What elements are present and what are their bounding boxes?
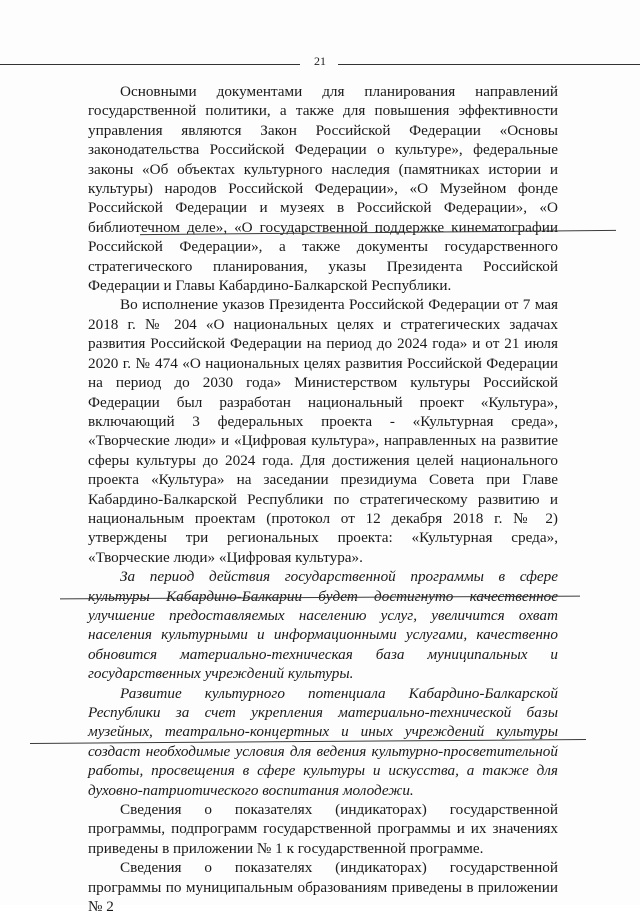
paragraph-cultural-potential: Развитие культурного потенциала Кабардино-Балкарской Республики за счет укрепления материально-технической базы музейных, театрально-концертных и иных учреждений культуры создаст необходимые условия для ведения культурно-просветительной работы, просвещения в сфере культуры и искусства, а также для духовно-патриотического воспитания молодежи. [88, 684, 558, 799]
paragraph-planning-documents: Основными документами для планирования направлений государственной политики, а также для повышения эффективности управления являются Закон Российской Федерации «Основы законодательства Российской Федерации о культуре», федеральные законы «Об объектах культурного наследия (памятниках истории и культуры) народов Российской Федерации», «О Музейном фонде Российской Федерации и музеях в Российской Федерации», «О библиотечном деле», «О государственной поддержке кинематографии Российской Федерации», а также документы государственного стратегического планирования, указы Президента Российской Федерации и Главы Кабардино-Балкарской Республики. [88, 83, 558, 295]
header-rule-right [338, 64, 640, 65]
document-body [88, 82, 558, 916]
header-rule-left [0, 64, 300, 65]
paragraph-national-project: Во исполнение указов Президента Российской Федерации от 7 мая 2018 г. № 204 «О национальных целях и стратегических задачах развития Российской Федерации на период до 2024 года» и от 21 июля 2020 г. № 474 «О национальных целях развития Российской Федерации на период до 2030 года» Министерством культуры Российской Федерации был разработан национальный проект «Культура», включающий 3 федеральных проекта - «Культурная среда», «Творческие люди» и «Цифровая культура», направленных на развитие сферы культуры до 2024 года. Для достижения целей национального проекта «Культура» на заседании президиума Совета при Главе Кабардино-Балкарской Республики по стратегическому развитию и национальным проектам (протокол от 12 декабря 2018 г. № 2) утверждены три региональных проекта: «Культурная среда», «Творческие люди» «Цифровая культура». [88, 296, 558, 566]
paragraph-indicators-appendix-2: Сведения о показателях (индикаторах) государственной программы по муниципальным образованиям приведены в приложении № 2 [88, 859, 558, 916]
paragraph-indicators-appendix-1: Сведения о показателях (индикаторах) государственной программы, подпрограмм государственной программы и их значениях приведены в приложении № 1 к государственной программе. [88, 801, 558, 857]
page-number: 21 [314, 54, 326, 68]
paragraph-program-results: За период действия государственной программы в сфере культуры Кабардино-Балкарии будет достигнуто качественное улучшение предоставляемых населению услуг, увеличится охват населения культурными и информационными услугами, качественно обновится материально-техническая база муниципальных и государственных учреждений культуры. [88, 568, 558, 683]
